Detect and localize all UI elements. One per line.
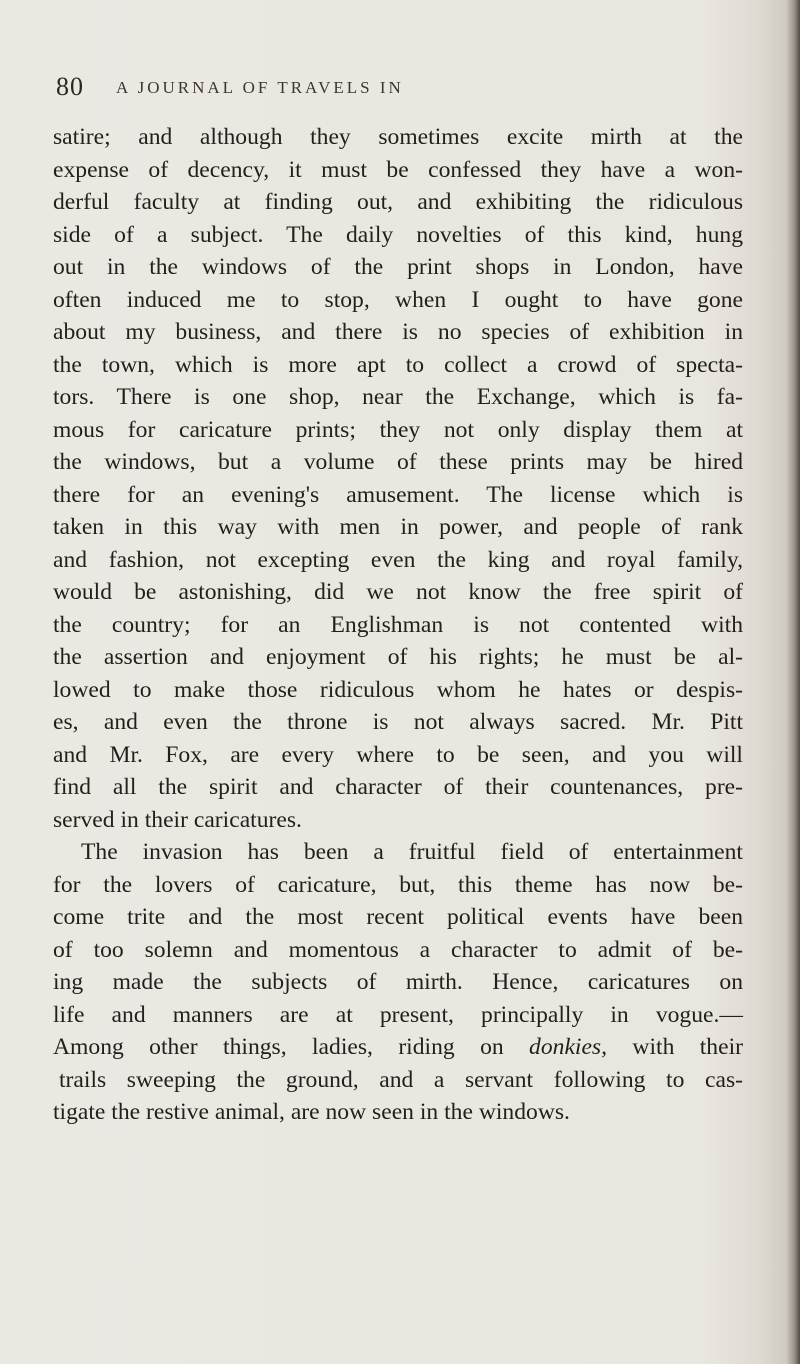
text-line: and fashion, not excepting even the king and royal family, [53, 546, 743, 573]
text-line-with-italic [53, 1031, 743, 1064]
paragraph-start-line: The invasion has been a fruitful field of entertainment [81, 839, 743, 865]
text-line: satire; and although they sometimes excite mirth at the [53, 124, 743, 150]
page-header [56, 72, 756, 102]
text-line: tigate the restive animal, are now seen in the windows. [53, 1099, 570, 1125]
text-line: trails sweeping the ground, and a servant following to cas- [59, 1066, 743, 1093]
italic-line-before: Among other things, ladies, riding on [53, 1034, 530, 1060]
text-line: es, and even the throne is not always sacred. Mr. Pitt [53, 709, 743, 735]
text-line: the country; for an Englishman is not contented with [53, 611, 743, 638]
text-line: taken in this way with men in power, and people of rank [53, 514, 743, 540]
page-number: 80 [56, 72, 84, 101]
text-line: expense of decency, it must be confessed they have a won- [53, 156, 743, 183]
text-line: out in the windows of the print shops in London, have [53, 254, 743, 280]
text-line: about my business, and there is no species of exhibition in [53, 319, 743, 345]
text-line: ing made the subjects of mirth. Hence, caricatures on [53, 969, 743, 995]
text-line: come trite and the most recent political events have been [53, 904, 743, 930]
running-head: A JOURNAL OF TRAVELS IN [116, 78, 404, 97]
text-line: the assertion and enjoyment of his rights; he must be al- [53, 644, 743, 670]
text-line: the windows, but a volume of these prints may be hired [53, 449, 743, 475]
italic-word: donkies, [529, 1034, 608, 1060]
text-line: derful faculty at finding out, and exhibiting the ridiculous [53, 189, 743, 215]
text-line: for the lovers of caricature, but, this theme has now be- [53, 871, 743, 898]
text-line: often induced me to stop, when I ought to have gone [53, 286, 743, 313]
text-line: would be astonishing, did we not know the free spirit of [53, 579, 743, 605]
text-line: there for an evening's amusement. The license which is [53, 481, 743, 508]
text-line: tors. There is one shop, near the Exchange, which is fa- [53, 384, 743, 410]
text-line: side of a subject. The daily novelties of this kind, hung [53, 221, 743, 248]
text-line: of too solemn and momentous a character to admit of be- [53, 936, 743, 963]
text-line: served in their caricatures. [53, 806, 302, 833]
body-text [53, 121, 743, 1129]
text-line: lowed to make those ridiculous whom he hates or despis- [53, 676, 743, 703]
text-line: mous for caricature prints; they not only display them at [53, 416, 743, 443]
text-line: and Mr. Fox, are every where to be seen, and you will [53, 741, 743, 768]
text-line: life and manners are at present, principally in vogue.— [53, 1001, 743, 1028]
text-line: find all the spirit and character of their countenances, pre- [53, 774, 743, 800]
italic-line-after: with their [607, 1034, 743, 1060]
page-edge-shadow [786, 0, 800, 1364]
text-line: the town, which is more apt to collect a crowd of specta- [53, 351, 743, 378]
